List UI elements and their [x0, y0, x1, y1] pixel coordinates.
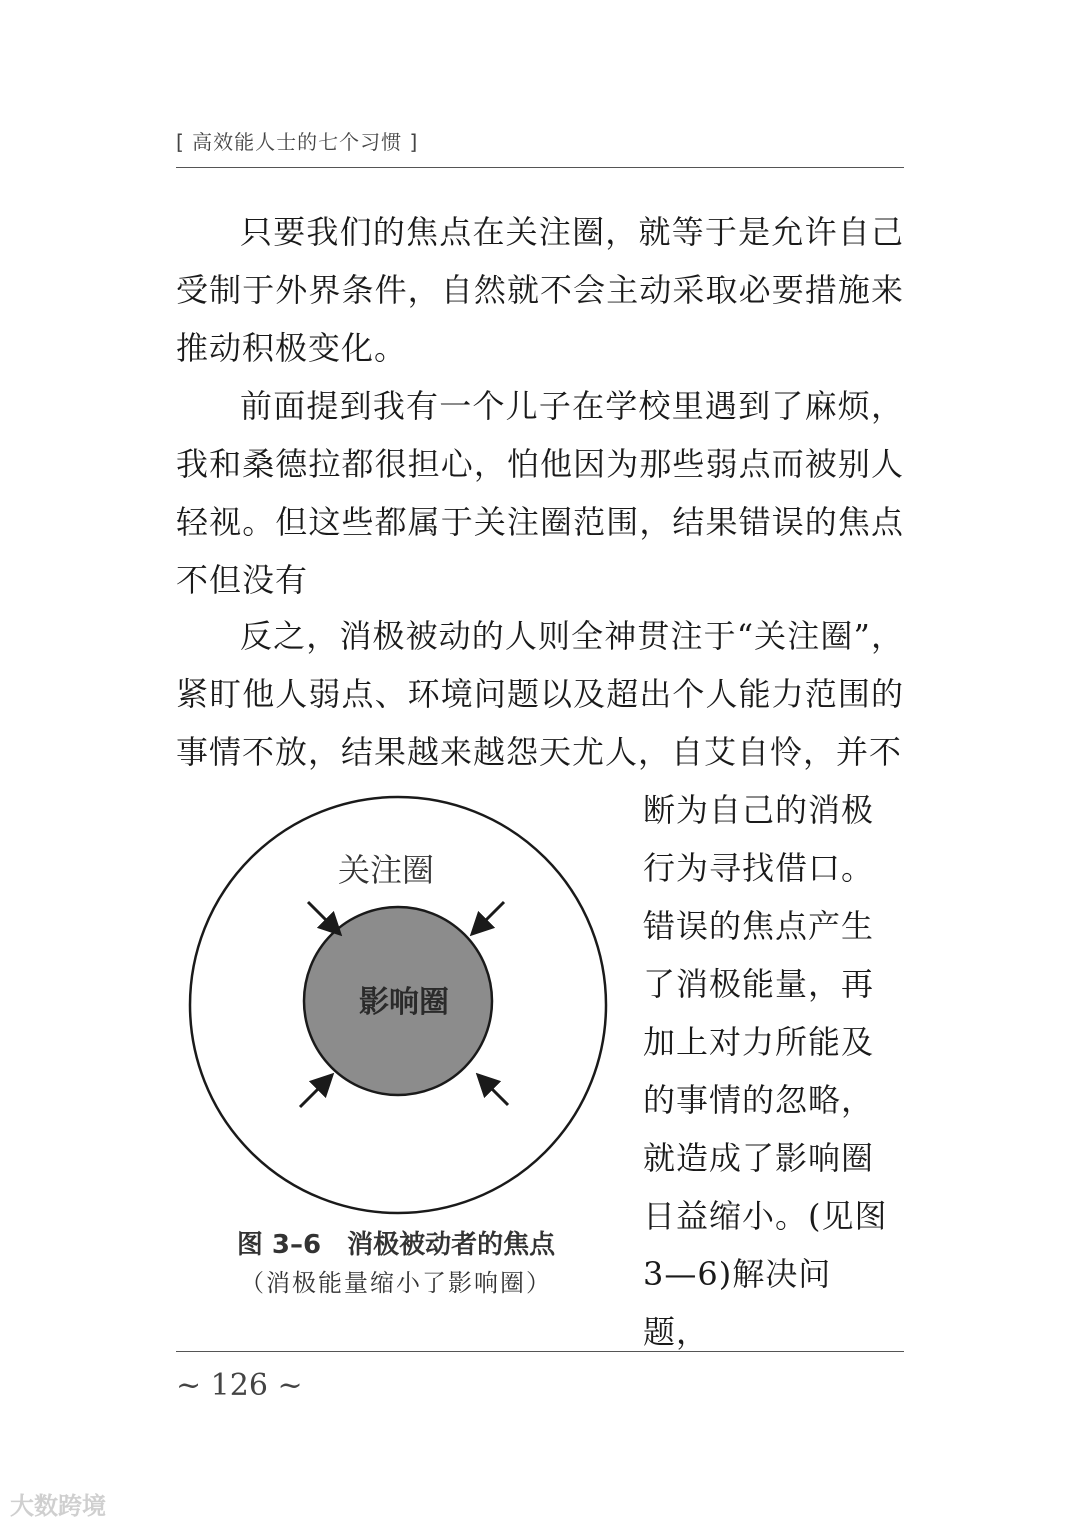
figure-caption: [176, 1226, 616, 1302]
page-number: ~ 126 ~: [176, 1368, 303, 1403]
figure-caption-title: 图 3–6 消极被动者的焦点: [236, 1230, 556, 1260]
paragraph-2: 前面提到我有一个儿子在学校里遇到了麻烦，我和桑德拉都很担心，怕他因为那些弱点而被别人轻视。但这些都属于关注圈范围，结果错误的焦点不但没有: [176, 387, 904, 599]
circle-of-concern-figure: [186, 795, 616, 1235]
wrapped-paragraph: 断为自己的消极行为寻找借口。错误的焦点产生了消极能量，再加上对力所能及的事情的忽略，就造成了影响圈日益缩小。(见图3—6)解决问题，: [643, 791, 888, 1351]
footer-rule: [176, 1351, 904, 1352]
header-rule: [176, 167, 904, 168]
watermark: 大数跨境: [10, 1492, 106, 1520]
outer-circle-label: 关注圈: [337, 851, 435, 889]
inner-circle-label: 影响圈: [359, 985, 449, 1020]
paragraph-3: 反之，消极被动的人则全神贯注于“关注圈”，紧盯他人弱点、环境问题以及超出个人能力范围的事情不放，结果越来越怨天尤人，自艾自怜，并不: [176, 617, 904, 771]
figure-caption-subtitle: （消极能量缩小了影响圈）: [240, 1269, 552, 1297]
paragraph-1: 只要我们的焦点在关注圈，就等于是允许自己受制于外界条件，自然就不会主动采取必要措施来推动积极变化。: [176, 213, 904, 367]
running-head: [ 高效能人士的七个习惯 ]: [176, 130, 419, 154]
